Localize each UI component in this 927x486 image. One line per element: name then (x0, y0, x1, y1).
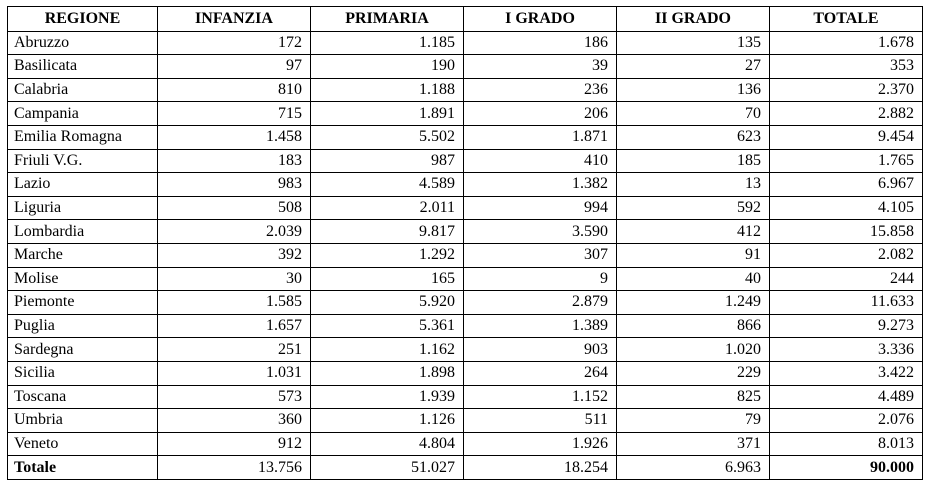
region-name: Abruzzo (8, 31, 158, 55)
ii-grado-cell: 91 (617, 243, 770, 267)
i-grado-cell: 511 (464, 409, 617, 433)
region-name: Sardegna (8, 338, 158, 362)
i-grado-cell: 264 (464, 361, 617, 385)
header-regione: REGIONE (8, 7, 158, 32)
totale-cell: 11.633 (770, 291, 923, 315)
region-name: Veneto (8, 432, 158, 456)
primaria-cell: 1.891 (311, 102, 464, 126)
primaria-cell: 5.502 (311, 125, 464, 149)
infanzia-cell: 30 (158, 267, 311, 291)
table-row (8, 385, 923, 409)
table-row (8, 78, 923, 102)
ii-grado-cell: 866 (617, 314, 770, 338)
totale-cell: 1.765 (770, 149, 923, 173)
table-row (8, 125, 923, 149)
i-grado-cell: 3.590 (464, 220, 617, 244)
ii-grado-cell: 1.020 (617, 338, 770, 362)
table-row (8, 220, 923, 244)
i-grado-cell: 39 (464, 55, 617, 79)
table-row (8, 267, 923, 291)
totale-cell: 1.678 (770, 31, 923, 55)
table-row (8, 31, 923, 55)
ii-grado-cell: 623 (617, 125, 770, 149)
table-header-row (8, 7, 923, 32)
region-name: Calabria (8, 78, 158, 102)
infanzia-cell: 1.458 (158, 125, 311, 149)
table-row (8, 55, 923, 79)
totale-cell: 2.882 (770, 102, 923, 126)
table-row (8, 196, 923, 220)
ii-grado-cell: 79 (617, 409, 770, 433)
region-name: Puglia (8, 314, 158, 338)
header-i-grado: I GRADO (464, 7, 617, 32)
primaria-cell: 2.011 (311, 196, 464, 220)
total-i-grado: 18.254 (464, 456, 617, 480)
totale-cell: 2.082 (770, 243, 923, 267)
region-name: Lazio (8, 173, 158, 197)
totale-cell: 353 (770, 55, 923, 79)
infanzia-cell: 810 (158, 78, 311, 102)
primaria-cell: 5.361 (311, 314, 464, 338)
ii-grado-cell: 371 (617, 432, 770, 456)
table-row (8, 432, 923, 456)
header-totale: TOTALE (770, 7, 923, 32)
primaria-cell: 9.817 (311, 220, 464, 244)
infanzia-cell: 183 (158, 149, 311, 173)
regional-table-container (7, 6, 923, 480)
infanzia-cell: 360 (158, 409, 311, 433)
primaria-cell: 1.898 (311, 361, 464, 385)
totale-cell: 4.105 (770, 196, 923, 220)
totale-cell: 2.370 (770, 78, 923, 102)
i-grado-cell: 2.879 (464, 291, 617, 315)
i-grado-cell: 1.389 (464, 314, 617, 338)
i-grado-cell: 1.926 (464, 432, 617, 456)
infanzia-cell: 2.039 (158, 220, 311, 244)
region-name: Campania (8, 102, 158, 126)
total-totale: 90.000 (770, 456, 923, 480)
infanzia-cell: 1.657 (158, 314, 311, 338)
header-primaria: PRIMARIA (311, 7, 464, 32)
region-name: Toscana (8, 385, 158, 409)
table-row (8, 149, 923, 173)
region-name: Piemonte (8, 291, 158, 315)
region-name: Sicilia (8, 361, 158, 385)
ii-grado-cell: 70 (617, 102, 770, 126)
total-label: Totale (8, 456, 158, 480)
infanzia-cell: 508 (158, 196, 311, 220)
totale-cell: 244 (770, 267, 923, 291)
region-name: Umbria (8, 409, 158, 433)
primaria-cell: 987 (311, 149, 464, 173)
region-name: Liguria (8, 196, 158, 220)
table-row (8, 243, 923, 267)
i-grado-cell: 903 (464, 338, 617, 362)
ii-grado-cell: 592 (617, 196, 770, 220)
infanzia-cell: 251 (158, 338, 311, 362)
ii-grado-cell: 412 (617, 220, 770, 244)
infanzia-cell: 912 (158, 432, 311, 456)
table-body (8, 31, 923, 456)
ii-grado-cell: 136 (617, 78, 770, 102)
primaria-cell: 1.188 (311, 78, 464, 102)
totale-cell: 4.489 (770, 385, 923, 409)
totale-cell: 3.336 (770, 338, 923, 362)
i-grado-cell: 1.871 (464, 125, 617, 149)
primaria-cell: 1.292 (311, 243, 464, 267)
infanzia-cell: 172 (158, 31, 311, 55)
table-row (8, 291, 923, 315)
primaria-cell: 5.920 (311, 291, 464, 315)
ii-grado-cell: 40 (617, 267, 770, 291)
primaria-cell: 1.162 (311, 338, 464, 362)
infanzia-cell: 715 (158, 102, 311, 126)
i-grado-cell: 410 (464, 149, 617, 173)
primaria-cell: 1.939 (311, 385, 464, 409)
i-grado-cell: 307 (464, 243, 617, 267)
primaria-cell: 1.126 (311, 409, 464, 433)
total-infanzia: 13.756 (158, 456, 311, 480)
ii-grado-cell: 825 (617, 385, 770, 409)
i-grado-cell: 994 (464, 196, 617, 220)
ii-grado-cell: 185 (617, 149, 770, 173)
region-name: Basilicata (8, 55, 158, 79)
total-primaria: 51.027 (311, 456, 464, 480)
i-grado-cell: 1.382 (464, 173, 617, 197)
ii-grado-cell: 1.249 (617, 291, 770, 315)
i-grado-cell: 1.152 (464, 385, 617, 409)
ii-grado-cell: 27 (617, 55, 770, 79)
header-infanzia: INFANZIA (158, 7, 311, 32)
i-grado-cell: 186 (464, 31, 617, 55)
totale-cell: 8.013 (770, 432, 923, 456)
region-name: Friuli V.G. (8, 149, 158, 173)
infanzia-cell: 573 (158, 385, 311, 409)
table-row (8, 173, 923, 197)
totale-cell: 9.273 (770, 314, 923, 338)
primaria-cell: 4.589 (311, 173, 464, 197)
table-row (8, 102, 923, 126)
region-name: Marche (8, 243, 158, 267)
table-row (8, 361, 923, 385)
totale-cell: 6.967 (770, 173, 923, 197)
region-name: Lombardia (8, 220, 158, 244)
region-name: Molise (8, 267, 158, 291)
ii-grado-cell: 13 (617, 173, 770, 197)
infanzia-cell: 1.585 (158, 291, 311, 315)
infanzia-cell: 983 (158, 173, 311, 197)
infanzia-cell: 97 (158, 55, 311, 79)
table-row (8, 338, 923, 362)
header-ii-grado: II GRADO (617, 7, 770, 32)
totale-cell: 3.422 (770, 361, 923, 385)
total-ii-grado: 6.963 (617, 456, 770, 480)
totale-cell: 15.858 (770, 220, 923, 244)
totale-cell: 2.076 (770, 409, 923, 433)
ii-grado-cell: 135 (617, 31, 770, 55)
primaria-cell: 1.185 (311, 31, 464, 55)
i-grado-cell: 9 (464, 267, 617, 291)
primaria-cell: 165 (311, 267, 464, 291)
i-grado-cell: 206 (464, 102, 617, 126)
totale-cell: 9.454 (770, 125, 923, 149)
infanzia-cell: 1.031 (158, 361, 311, 385)
i-grado-cell: 236 (464, 78, 617, 102)
regional-data-table (7, 6, 923, 480)
table-row (8, 314, 923, 338)
region-name: Emilia Romagna (8, 125, 158, 149)
infanzia-cell: 392 (158, 243, 311, 267)
primaria-cell: 190 (311, 55, 464, 79)
total-row (8, 456, 923, 480)
ii-grado-cell: 229 (617, 361, 770, 385)
primaria-cell: 4.804 (311, 432, 464, 456)
table-row (8, 409, 923, 433)
